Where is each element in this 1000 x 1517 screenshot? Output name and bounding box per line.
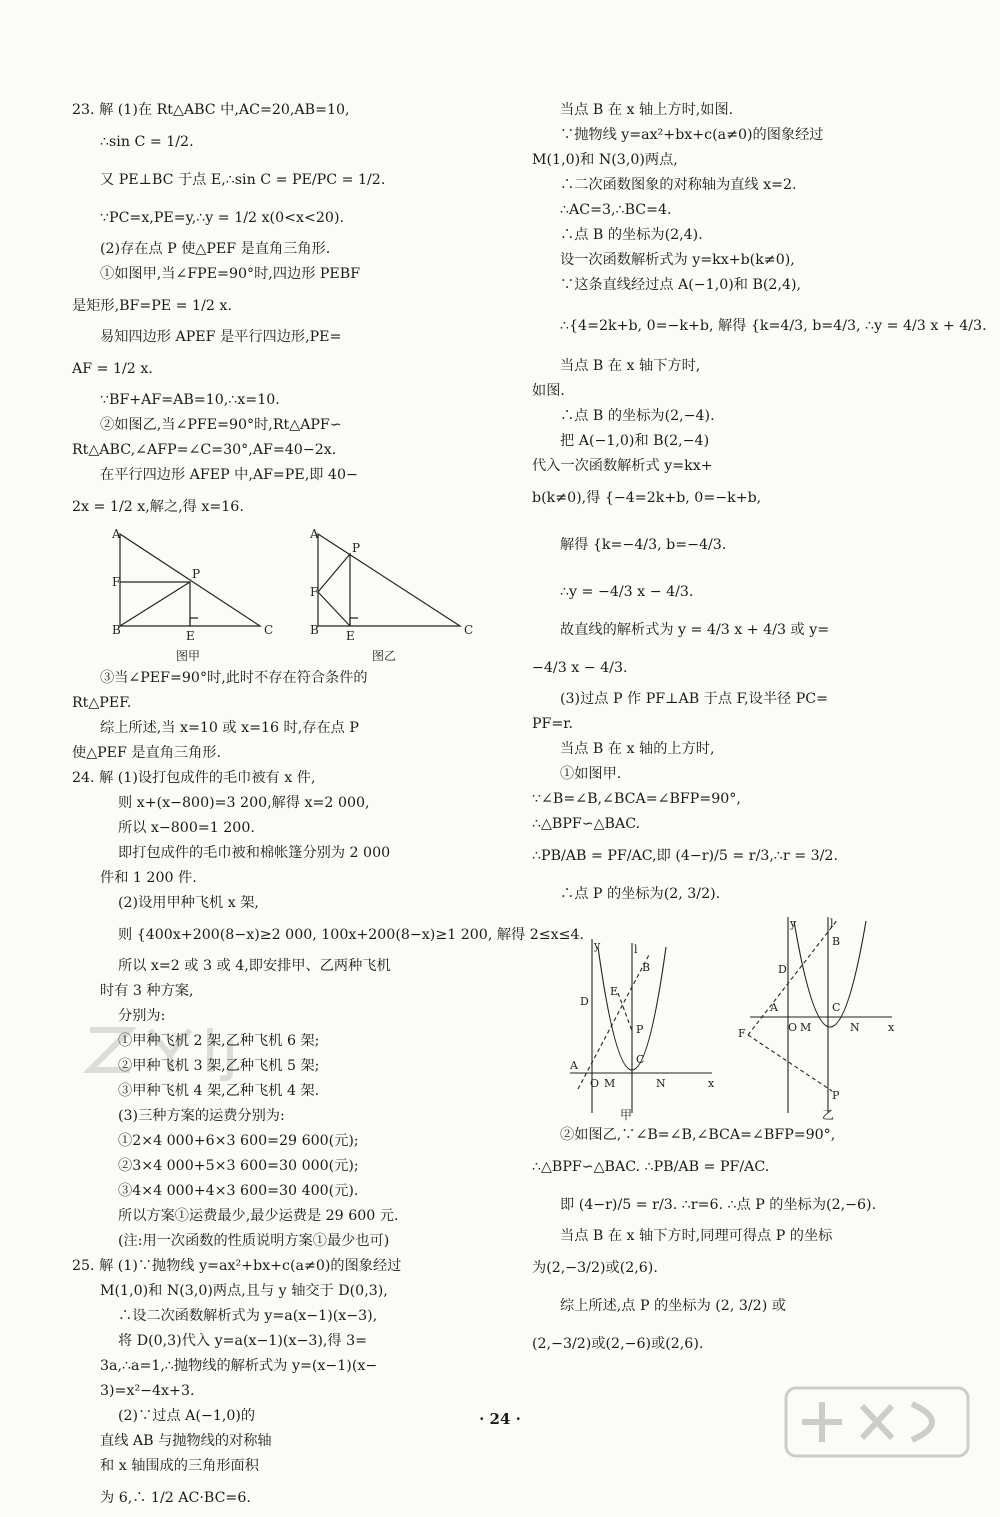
svg-text:x: x [888,1021,895,1034]
text-line: b(k≠0),得 {−4=2k+b, 0=−k+b, [532,490,762,506]
svg-text:C: C [636,1053,645,1066]
text-line: 将 D(0,3)代入 y=a(x−1)(x−3),得 3= [118,1333,368,1349]
text-line: PF=r. [532,716,574,732]
parabola-figures [532,913,920,1123]
text-line: ②如图乙,∵∠B=∠B,∠BCA=∠BFP=90°, [560,1127,836,1143]
text-line: 解得 {k=−4/3, b=−4/3. [560,537,727,553]
text-line: AF = 1/2 x. [72,361,153,377]
text-line: 当点 B 在 x 轴下方时, [560,358,701,374]
text-line: 当点 B 在 x 轴的上方时, [560,741,715,757]
solution-25-continued-text [532,98,987,913]
svg-text:B: B [112,623,121,637]
svg-text:F: F [310,585,319,599]
text-line: ③4×4 000+4×3 600=30 400(元). [118,1183,359,1199]
text-line: ∵抛物线 y=ax²+bx+c(a≠0)的图象经过 [560,127,824,143]
text-line: Rt△PEF. [72,695,132,711]
svg-text:l: l [830,917,834,930]
svg-text:F: F [112,575,121,589]
text-line: ①如图甲,当∠FPE=90°时,四边形 PEBF [100,266,361,282]
text-line: ①甲种飞机 2 架,乙种飞机 6 架; [118,1033,320,1049]
text-line: (3)过点 P 作 PF⊥AB 于点 F,设半径 PC= [560,691,829,707]
triangle-figures [72,526,472,666]
graph-jia [569,939,715,1113]
text-line: 综上所述,当 x=10 或 x=16 时,存在点 P [100,720,359,736]
text-line: Rt△ABC,∠AFP=∠C=30°,AF=40−2x. [72,442,337,458]
text-line: 则 {400x+200(8−x)≥2 000, 100x+200(8−x)≥1 200, 解得 2≤x≤4. [118,927,585,943]
svg-text:l: l [634,943,638,956]
svg-text:E: E [186,629,195,643]
text-line: 25. 解 (1)∵抛物线 y=ax²+bx+c(a≠0)的图象经过 [72,1258,402,1274]
svg-text:O: O [590,1077,600,1090]
svg-text:B: B [642,961,651,974]
text-line: (2)设用甲种飞机 x 架, [118,895,259,911]
text-line: ∴点 B 的坐标为(2,4). [560,227,703,243]
text-line: 直线 AB 与抛物线的对称轴 [100,1433,272,1449]
svg-text:A: A [570,1059,578,1072]
text-line: ∵BF+AF=AB=10,∴x=10. [100,392,280,408]
text-line: 即 (4−r)/5 = r/3. ∴r=6. ∴点 P 的坐标为(2,−6). [560,1197,877,1213]
text-line: 23. 解 (1)在 Rt△ABC 中,AC=20,AB=10, [72,102,350,118]
svg-text:M: M [800,1021,812,1034]
text-line: 即打包成件的毛巾被和棉帐篷分别为 2 000 [118,845,391,861]
svg-text:N: N [850,1021,860,1034]
svg-text:B: B [832,935,841,948]
figure-yi [309,527,473,643]
text-line: 是矩形,BF=PE = 1/2 x. [72,298,232,314]
text-line: 又 PE⊥BC 于点 E,∴sin C = PE/PC = 1/2. [100,172,386,188]
svg-text:C: C [464,623,474,637]
svg-text:P: P [192,567,201,581]
text-line: 把 A(−1,0)和 B(2,−4) [560,433,710,449]
text-line: ∵∠B=∠B,∠BCA=∠BFP=90°, [532,791,741,807]
svg-text:E: E [346,629,355,643]
text-line: 3a,∴a=1,∴抛物线的解析式为 y=(x−1)(x− [100,1358,378,1374]
svg-text:E: E [610,985,619,998]
text-line: ②如图乙,当∠PFE=90°时,Rt△APF∽ [100,417,342,433]
text-line: ∴二次函数图象的对称轴为直线 x=2. [560,177,797,193]
text-line: ∴PB/AB = PF/AC,即 (4−r)/5 = r/3,∴r = 3/2. [532,848,838,864]
text-line: 3)=x²−4x+3. [100,1383,195,1399]
text-line: 在平行四边形 AFEP 中,AF=PE,即 40− [100,467,358,483]
svg-text:O: O [788,1021,798,1034]
text-line: ∴点 B 的坐标为(2,−4). [560,408,715,424]
svg-text:x: x [708,1077,715,1090]
svg-text:M: M [604,1077,616,1090]
watermark-logo [782,1382,972,1462]
text-line: ∴{4=2k+b, 0=−k+b, 解得 {k=4/3, b=4/3, ∴y = 4/3 x + 4/3. [560,318,987,334]
text-line: ②3×4 000+5×3 600=30 000(元); [118,1158,359,1174]
text-line: (2)存在点 P 使△PEF 是直角三角形. [100,241,331,257]
text-line: 和 x 轴围成的三角形面积 [100,1458,259,1474]
text-line: 分别为: [118,1008,166,1024]
svg-text:P: P [832,1089,840,1102]
svg-text:y: y [790,917,797,930]
right-column [532,98,987,1363]
figure-yi-label: 图乙 [372,649,397,663]
text-line: 件和 1 200 件. [100,870,197,886]
svg-text:A: A [310,527,319,541]
text-line: 时有 3 种方案, [100,983,194,999]
text-line: 所以 x=2 或 3 或 4,即安排甲、乙两种飞机 [118,958,391,974]
svg-text:C: C [832,1001,841,1014]
svg-text:A: A [112,527,121,541]
svg-text:F: F [738,1027,746,1040]
text-line: ∴y = −4/3 x − 4/3. [560,584,694,600]
text-line: (注:用一次函数的性质说明方案①最少也可) [118,1233,390,1249]
svg-text:D: D [580,995,589,1008]
page-number: · 24 · [479,1410,521,1428]
text-line: ∴△BPF∽△BAC. [532,816,641,832]
text-line: 2x = 1/2 x,解之,得 x=16. [72,499,244,515]
text-line: 使△PEF 是直角三角形. [72,745,221,761]
solution-23-text [72,98,472,526]
text-line: ∴AC=3,∴BC=4. [560,202,672,218]
svg-text:C: C [264,623,274,637]
text-line: (2,−3/2)或(2,−6)或(2,6). [532,1336,704,1352]
text-line: 当点 B 在 x 轴上方时,如图. [560,102,734,118]
text-line: ∵PC=x,PE=y,∴y = 1/2 x(0<x<20). [100,210,344,226]
watermark-stamp [80,1010,340,1080]
text-line: (3)三种方案的运费分别为: [118,1108,285,1124]
text-line: 为(2,−3/2)或(2,6). [532,1260,658,1276]
text-line: 设一次函数解析式为 y=kx+b(k≠0), [560,252,795,268]
text-line: ∴设二次函数解析式为 y=a(x−1)(x−3), [118,1308,378,1324]
solution-25-part3-text [532,1123,920,1363]
figure-jia [111,527,273,643]
text-line: 为 6,∴ 1/2 AC·BC=6. [100,1490,251,1506]
text-line: ②甲种飞机 3 架,乙种飞机 5 架; [118,1058,320,1074]
text-line: 易知四边形 APEF 是平行四边形,PE= [100,329,342,345]
figure-jia-label: 图甲 [176,649,201,663]
text-line: 如图. [532,383,565,399]
text-line: ∴点 P 的坐标为(2, 3/2). [560,886,721,902]
text-line: 则 x+(x−800)=3 200,解得 x=2 000, [118,795,370,811]
text-line: (2)∵过点 A(−1,0)的 [118,1408,256,1424]
graph-yi-label: 乙 [822,1108,835,1122]
svg-text:B: B [310,623,319,637]
text-line: 24. 解 (1)设打包成件的毛巾被有 x 件, [72,770,316,786]
svg-text:P: P [636,1023,644,1036]
text-line: M(1,0)和 N(3,0)两点, [532,152,678,168]
graph-yi [738,917,895,1113]
text-line: ③当∠PEF=90°时,此时不存在符合条件的 [100,670,368,686]
text-line: 所以 x−800=1 200. [118,820,255,836]
text-line: ∴△BPF∽△BAC. ∴PB/AB = PF/AC. [532,1159,770,1175]
svg-text:D: D [778,963,787,976]
svg-text:y: y [594,939,601,952]
text-line: M(1,0)和 N(3,0)两点,且与 y 轴交于 D(0,3), [100,1283,388,1299]
text-line: 代入一次函数解析式 y=kx+ [532,458,713,474]
text-line: 综上所述,点 P 的坐标为 (2, 3/2) 或 [560,1298,786,1314]
text-line: 当点 B 在 x 轴下方时,同理可得点 P 的坐标 [560,1228,833,1244]
text-line: ∴sin C = 1/2. [100,134,194,150]
text-line: 故直线的解析式为 y = 4/3 x + 4/3 或 y= [560,622,830,638]
svg-text:P: P [352,541,361,555]
text-line: ①2×4 000+6×3 600=29 600(元); [118,1133,359,1149]
text-line: ①如图甲. [560,766,622,782]
graph-jia-label: 甲 [620,1108,633,1122]
text-line: ∵这条直线经过点 A(−1,0)和 B(2,4), [560,277,802,293]
text-line: 所以方案①运费最少,最少运费是 29 600 元. [118,1208,399,1224]
svg-text:A: A [770,1001,778,1014]
text-line: ③甲种飞机 4 架,乙种飞机 4 架. [118,1083,320,1099]
text-line: −4/3 x − 4/3. [532,660,628,676]
svg-text:N: N [656,1077,666,1090]
